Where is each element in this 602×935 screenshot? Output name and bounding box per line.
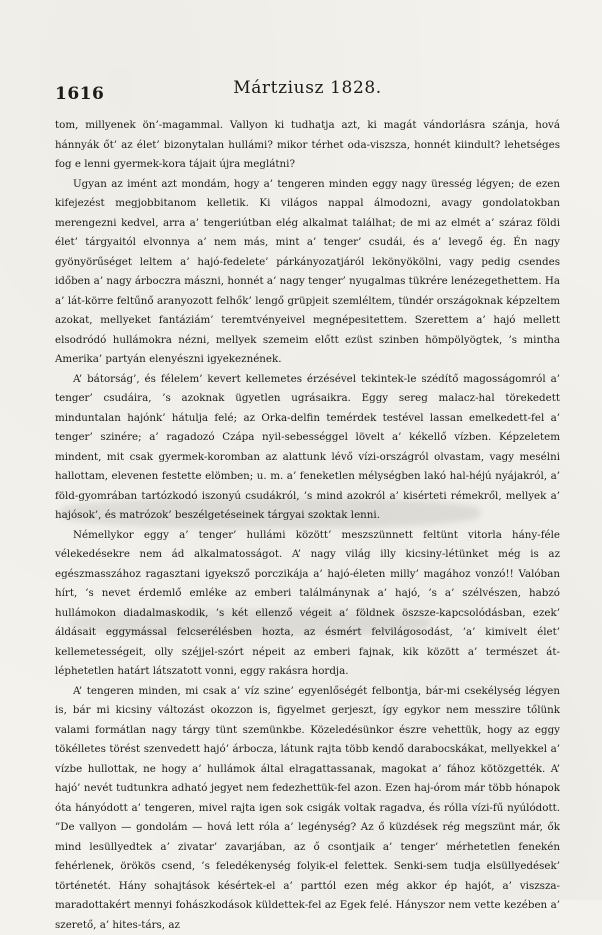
paragraph — [55, 116, 560, 175]
paragraph-text: A’ tengeren minden, mi csak a’ víz szine’ egyenlőségét felbontja, bár-mi csekélység légyen is, bár mi kicsiny változást okozzon is, figyelmet gerjeszt, így egykor nem messzire tőlünk valami formátlan nagy tárgy tünt szemünkbe. Közeledésünkor észre vehettük, hogy az eggy tökélletes törést szenvedett hajó’ árbocza, látunk rajta több kendő darabocskákat, mellyekkel a’ vízbe hullottak, ne hogy a’ hullámok által elragattassanak, magokat a’ fához kötözgették. A’ hajó’ nevét tudtunkra adható jegyet nem fedezhettük-fel azon. Ezen haj-órom már több hónapok óta hányódott a’ tengeren, mivel rajta igen sok csigák voltak ragadva, és rólla vízi-fű nyúlódott. ”De vallyon — gondolám — hová lett róla a’ legénység? Az ő küzdések rég megszünt már, ők mind lesüllyedtek a’ zivatar’ zavarjában, az ő csontjaik a’ tenger’ mérhetetlen fenekén fehérlenek, örökös csend, ’s feledékenység folyik-el felettek. Senki-sem tudja elsüllyedések’ történetét. Hány sohajtások késértek-el a’ parttól ezen még akkor ép hajót, a’ viszsza-maradottakért mennyi fohászkodások küldettek-fel az Egek felé. Hányszor nem vette kezében a’ szerető, a’ hites-társ, az — [55, 685, 560, 931]
paragraph — [55, 175, 560, 370]
paragraph — [55, 526, 560, 682]
paragraph-text: tom, millyenek ön’-magammal. Vallyon ki tudhatja azt, ki magát vándorlásra szánja, hová hánnyák őt’ az élet’ bizonytalan hullámi? mikor térhet oda-viszsza, honnét kiindult? lehetséges fog e lenni gyermek-kora tájait újra meglátni? — [55, 119, 560, 170]
page-number: 1616 — [55, 84, 104, 104]
page-header — [55, 78, 560, 108]
paragraph — [55, 682, 560, 935]
paragraph-text: Ugyan az imént azt mondám, hogy a’ tengeren minden eggy nagy üresség légyen; de ezen kifejezést megjobbitanom kelletik. Ki világos nappal álmodozni, avagy gondolatokban merengezni kedvel, arra a’ tengeriútban elég alkalmat találhat; de mi az elmét a’ száraz földi élet’ tárgyaitól elvonnya a’ nem más, mint a’ tenger’ csudái, és a’ levegő ég. Én nagy gyönyörűséget leltem a’ hajó-fedelete’ párkányozatjáról lekönyökölni, vagy pedig csendes időben a’ nagy árboczra mászni, honnét a’ nagy tenger’ nyugalmas tükrére lenézegethettem. Ha a’ lát-körre feltűnő aranyozott felhők’ lengő grüpjeit szemléltem, tündér országoknak képzeltem azokat, mellyeket fantáziám’ teremtvényeivel megnépesitettem. Szerettem a’ hajó mellett elsodródó hullámokra nézni, mellyek szemeim előtt ezüst szinben hömpölyögtek, ’s mintha Amerika’ partyán elenyészni igyekeznének. — [55, 178, 560, 366]
paragraph-text: Némellykor eggy a’ tenger’ hullámi között’ meszszünnett feltünt vitorla hány-féle vélekedésekre nem ád alkalmatosságot. A’ nagy világ illy kicsiny-létünket még is az egészmasszához ragasztani igyeksző porczikája a’ hajó-életen milly’ magához vonzó!! Valóban hírt, ’s nevet érdemlő emléke az emberi találmánynak a’ hajó, ’s a’ szélvészen, habzó hullámokon diadalmaskodik, ’s két ellenző végeit a’ földnek öszsze-kapcsolódásban, ezek’ áldásait eggymással felcserélésben hozta, az ésmért felvilágosodást, ’a’ kimivelt élet’ kellemetességeit, olly széjjel-szórt népeit az emberi fajnak, kik között a’ természet át-léphetetlen határt látszatott vonni, eggy rakásra hordja. — [55, 529, 560, 678]
body-text — [55, 116, 560, 935]
running-head-date: Mártziusz 1828. — [55, 78, 560, 98]
paragraph-text: A’ bátorság’, és félelem’ kevert kellemetes érzésével tekintek-le szédítő magosságomról a’ tenger’ csudáira, ’s azoknak ügyetlen ugrásaikra. Eggy sereg malacz-hal törekedett minduntalan hajónk’ hátulja felé; az Orka-delfin temérdek testével lassan emelkedett-fel a’ tenger’ szinére; a’ ragadozó Czápa nyil-sebességgel lövelt a’ kékellő vízben. Képzeletem mindent, mit csak gyermek-koromban az alattunk lévő vízi-országról olvastam, vagy mesélni hallottam, elevenen festette elömben; u. m. a’ feneketlen mélységben lakó hal-héjú nyájakról, a’ föld-gyomrában tartózkodó iszonyú csudákról, ’s mind azokról a’ kisérteti rémekről, mellyek a’ hajósok’, és matrózok’ beszélgetéseinek tárgyai szoktak lenni. — [55, 373, 560, 522]
paragraph — [55, 370, 560, 526]
